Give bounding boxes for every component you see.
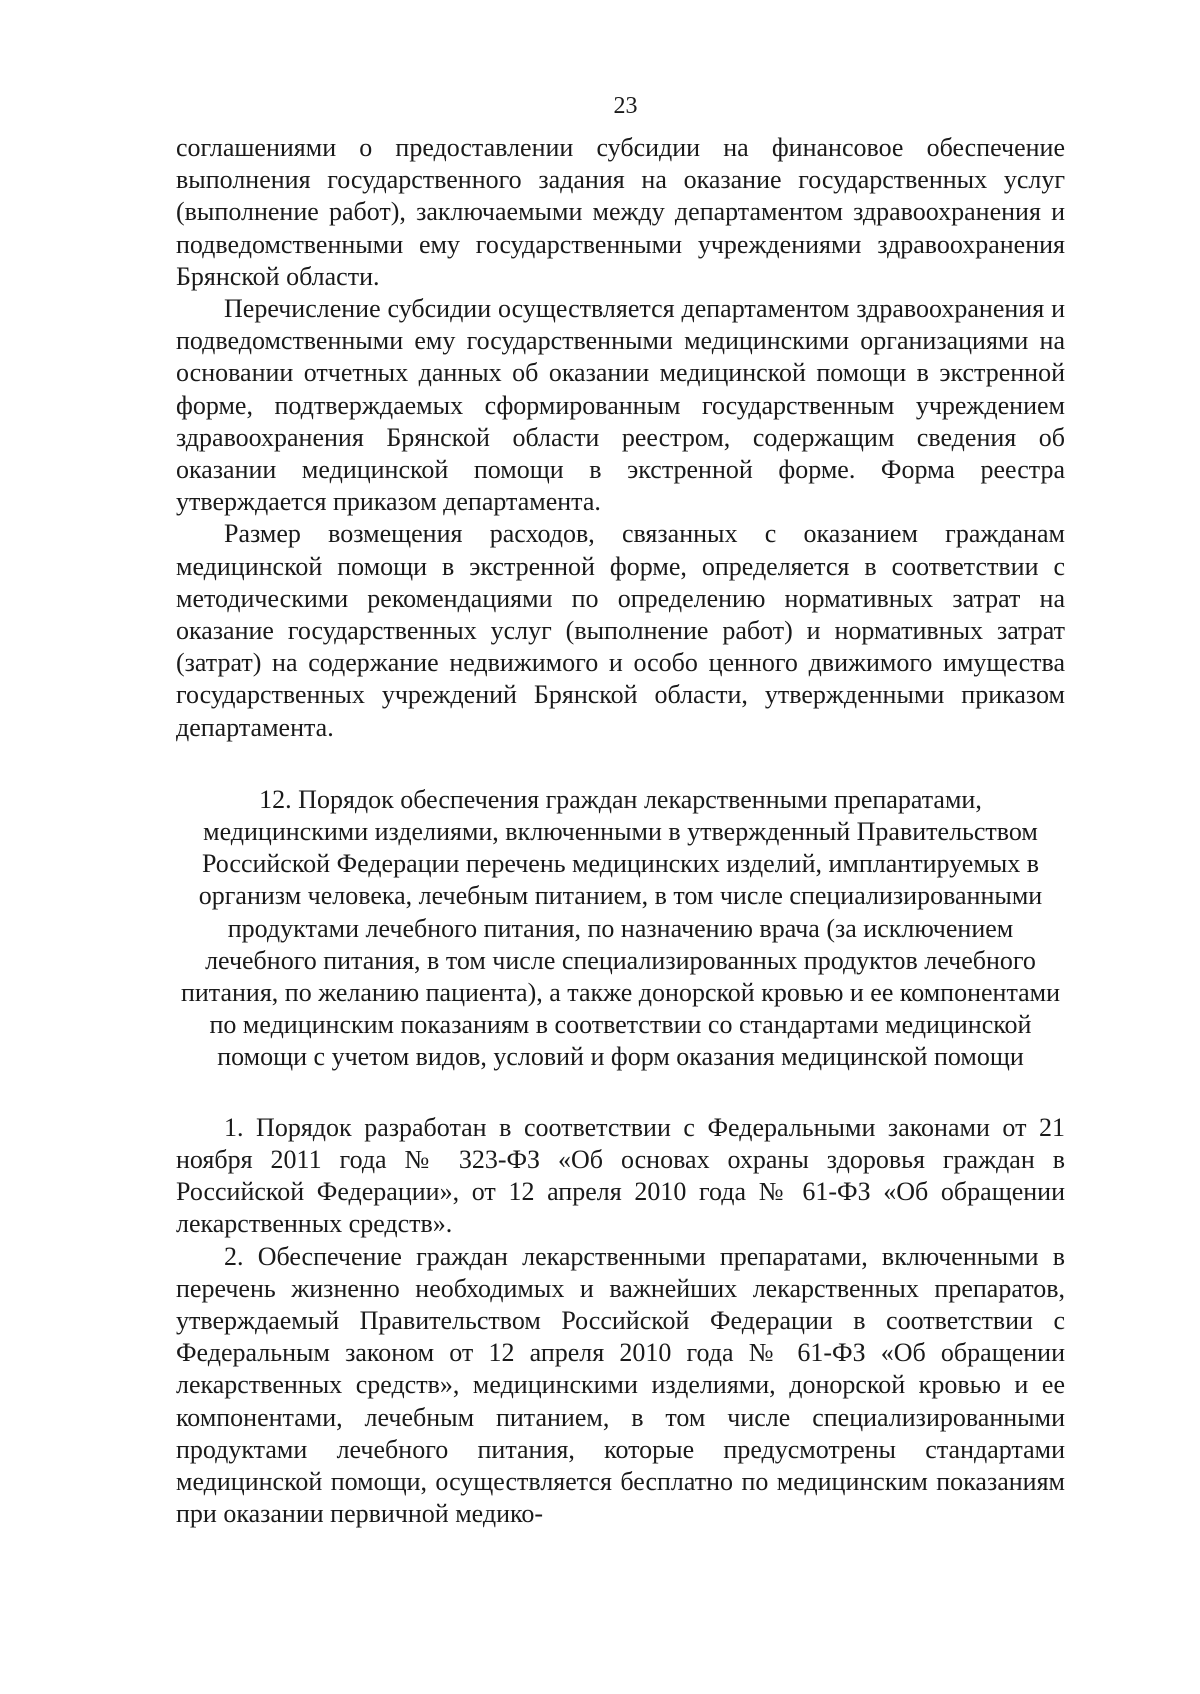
paragraph-item-1: 1. Порядок разработан в соответствии с Федеральными законами от 21 ноября 2011 года № 323-ФЗ «Об основах охраны здоровья граждан в Российской Федерации», от 12 апреля 2010 года № 61-ФЗ «Об обращении лекарственных средств». bbox=[176, 1112, 1065, 1239]
section-heading: 12. Порядок обеспечения граждан лекарственными препаратами, медицинскими изделиями, включенными в утвержденный Правительством Российской Федерации перечень медицинских изделий, имплантируемых в организм человека, лечебным питанием, в том числе специализированными продуктами лечебного питания, по назначению врача (за исключением лечебного питания, в том числе специализированных продуктов лечебного питания, по желанию пациента), а также донорской кровью и ее компонентами по медицинским показаниям в соответствии со стандартами медицинской помощи с учетом видов, условий и форм оказания медицинской помощи bbox=[180, 784, 1061, 1072]
paragraph-reimbursement-amount: Размер возмещения расходов, связанных с оказанием гражданам медицинской помощи в экстренной форме, определяется в соответствии с методическими рекомендациями по определению нормативных затрат на оказание государственных услуг (выполнение работ) и нормативных затрат (затрат) на содержание недвижимого и особо ценного движимого имущества государственных учреждений Брянской области, утвержденными приказом департамента. bbox=[176, 519, 1065, 742]
paragraph-item-2: 2. Обеспечение граждан лекарственными препаратами, включенными в перечень жизненно необходимых и важнейших лекарственных препаратов, утверждаемый Правительством Российской Федерации в соответствии с Федеральным законом от 12 апреля 2010 года № 61-ФЗ «Об обращении лекарственных средств», медицинскими изделиями, донорской кровью и ее компонентами, лечебным питанием, в том числе специализированными продуктами лечебного питания, которые предусмотрены стандартами медицинской помощи, осуществляется бесплатно по медицинским показаниям при оказании первичной медико- bbox=[176, 1241, 1065, 1529]
page-number: 23 bbox=[613, 93, 638, 119]
paragraph-continuation: соглашениями о предоставлении субсидии на финансовое обеспечение выполнения государственного задания на оказание государственных услуг (выполнение работ), заключаемыми между департаментом здравоохранения и подведомственными ему государственными учреждениями здравоохранения Брянской области. bbox=[176, 133, 1065, 291]
paragraph-subsidy-transfer: Перечисление субсидии осуществляется департаментом здравоохранения и подведомственными ему государственными медицинскими организациями на основании отчетных данных об оказании медицинской помощи в экстренной форме, подтверждаемых сформированным государственным учреждением здравоохранения Брянской области реестром, содержащим сведения об оказании медицинской помощи в экстренной форме. Форма реестра утверждается приказом департамента. bbox=[176, 294, 1065, 517]
